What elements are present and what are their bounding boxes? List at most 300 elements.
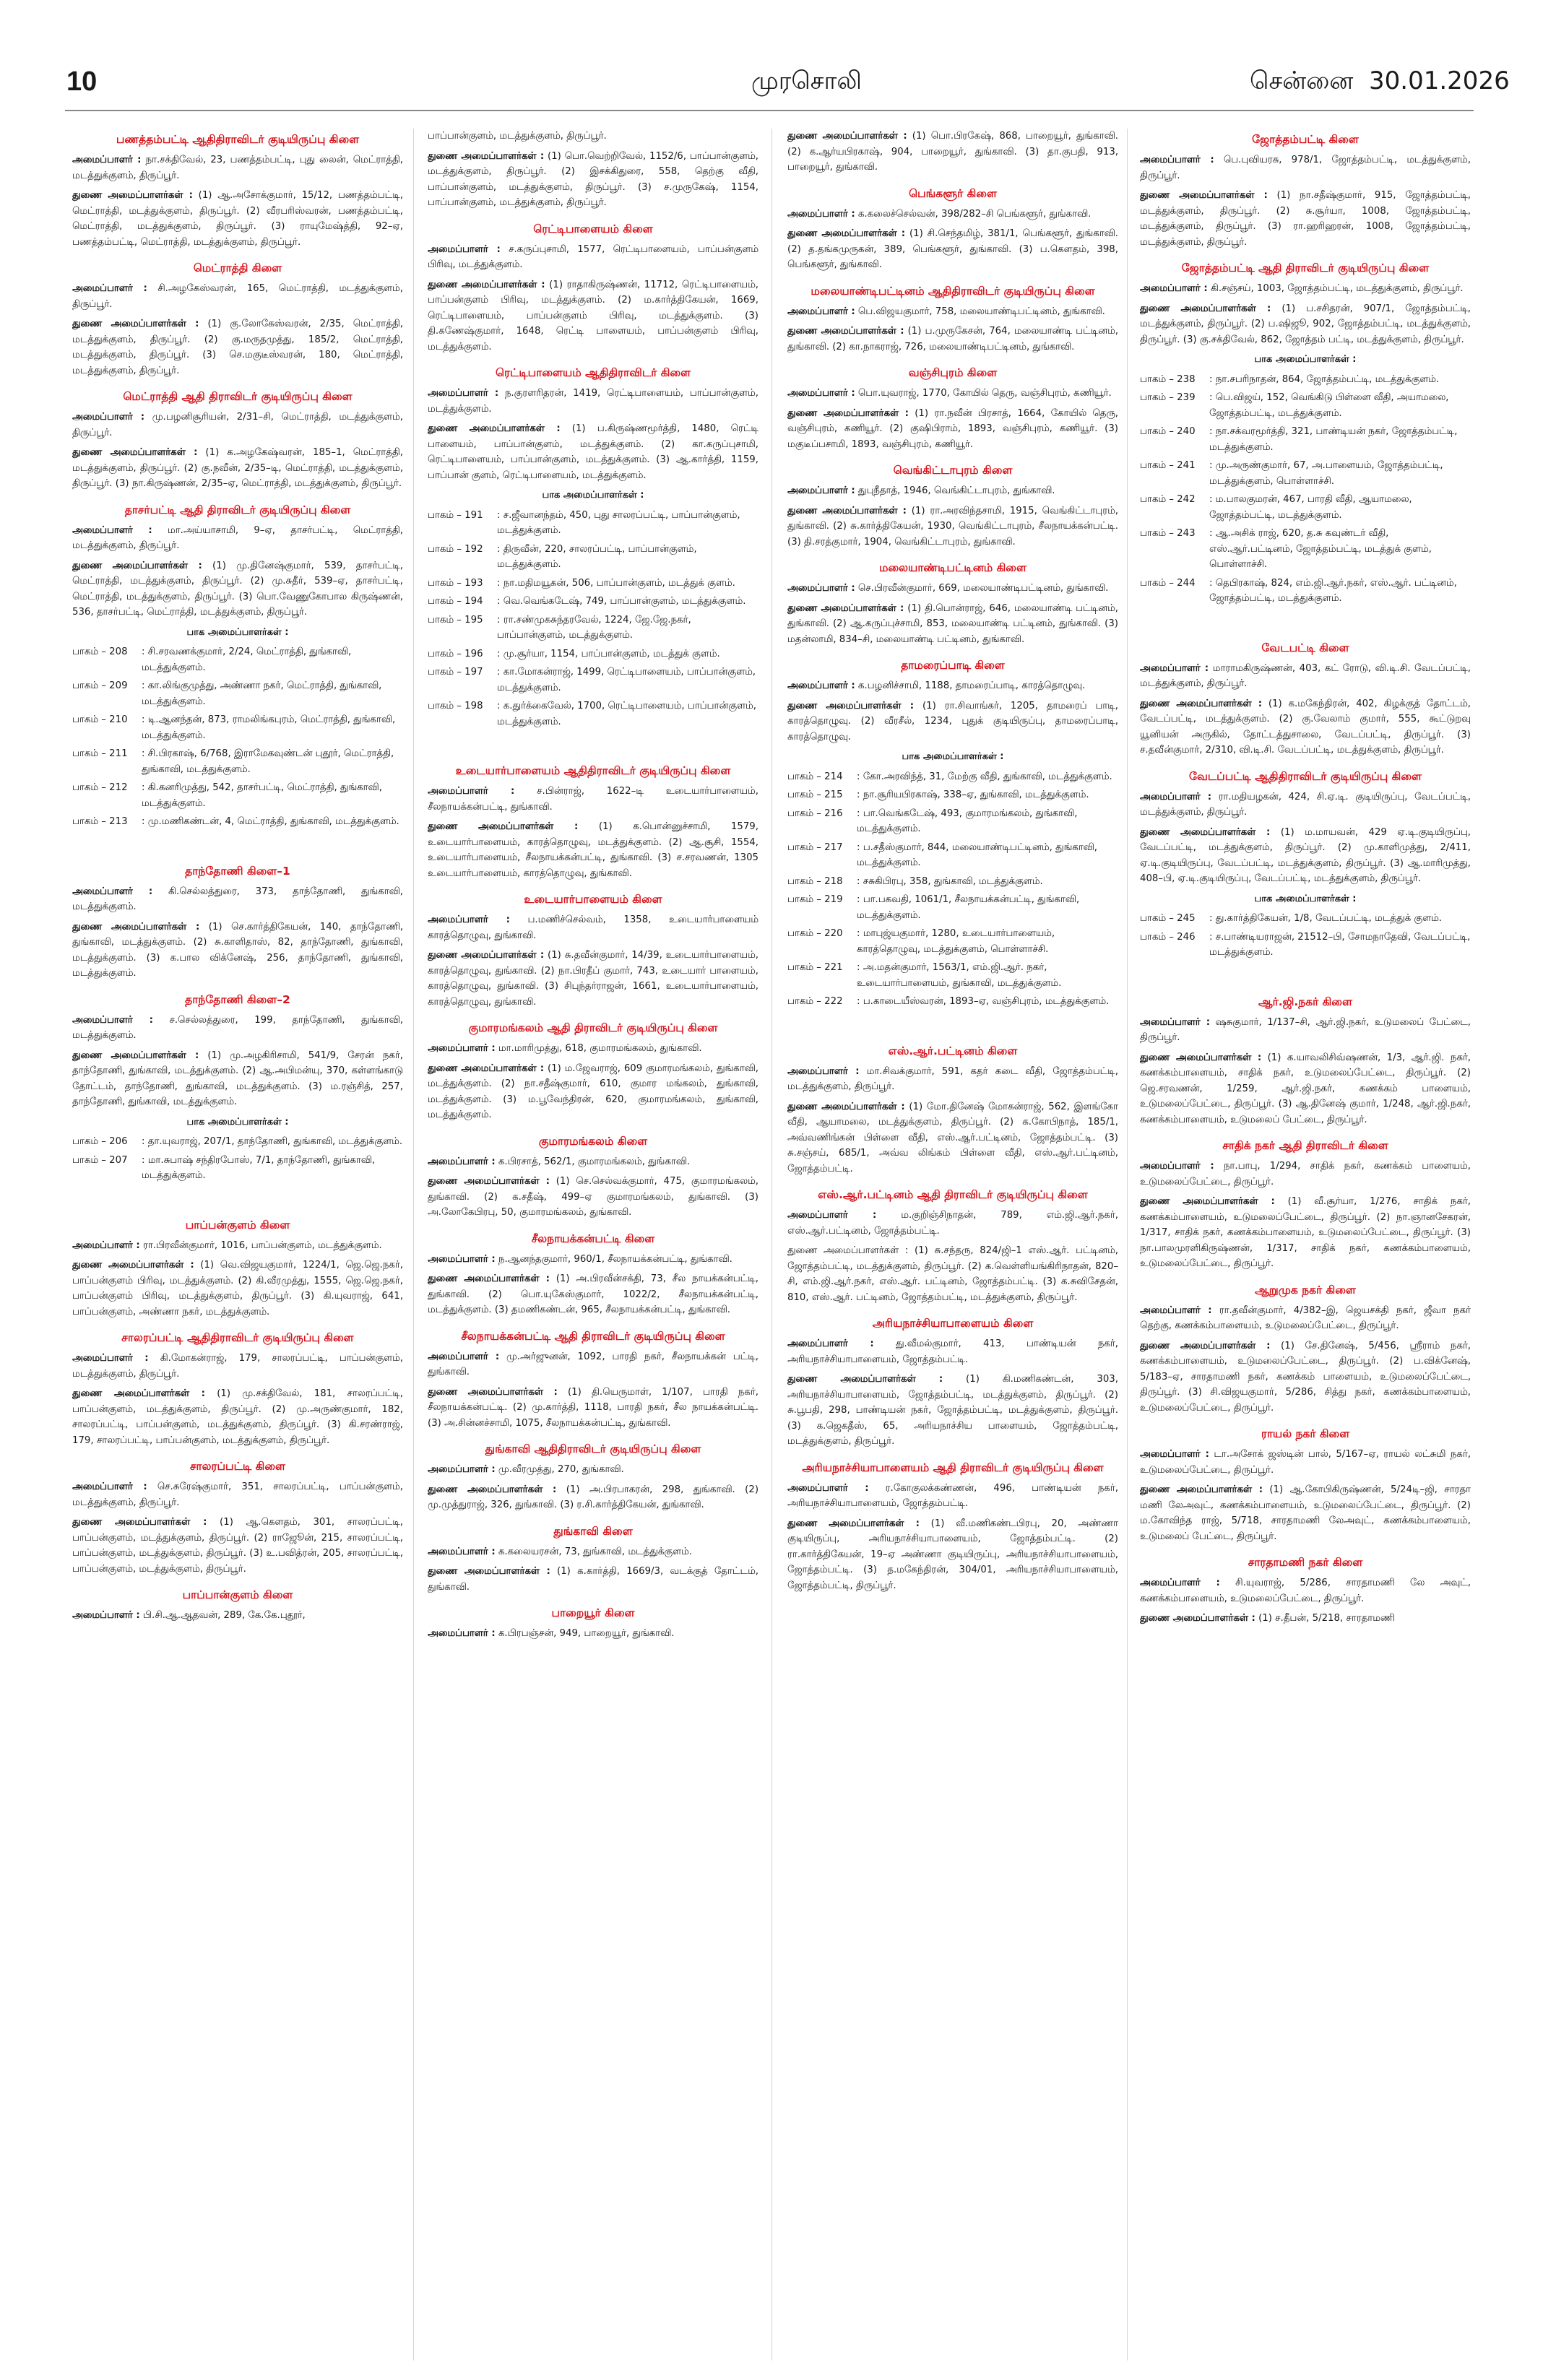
- booth-row: [72, 644, 403, 675]
- branch-heading: துங்காவி கிளை: [553, 1524, 633, 1538]
- branch-section: [72, 1587, 403, 1624]
- booth-number: பாகம் – 209: [72, 680, 128, 691]
- appointee-details: (1) வெ.விஜயகுமார், 1224/1, ஜெ.ஜெ.நகர், பாப்பன்குளம் பிரிவு, மடத்துக்குளம். (2) கி.வீரமுத்து, 1555, ஜெ.ஜெ.நகர், பாப்பன்குளம் பிரிவு, மடத்துக்குளம், திருப்பூர். (3) கி.யுவராஜ், 641, பாப்பன்குளம், அண்ணா நகர், மடத்துக்குளம்.: [72, 1260, 403, 1317]
- booth-number: பாகம் – 243: [1140, 528, 1196, 539]
- role-label: துணை அமைப்பாளர்கள் :: [428, 1273, 550, 1284]
- booth-organiser: : ப.சதீஸ்குமார், 844, மலையாண்டிபட்டினம், துங்காவி, மடத்துக்குளம்.: [857, 841, 1098, 868]
- booth-organiser: : நா.சபரிநாதன், 864, ஜோத்தம்பட்டி, மடத்துக்குளம்.: [1209, 373, 1440, 385]
- role-label: துணை அமைப்பாளர்கள் :: [787, 700, 915, 711]
- booth-organiser: : ம.பாலகுமரன், 467, பாரதி வீதி, ஆயாமலை, ஜோத்தம்பட்டி, மடத்துக்குளம்.: [1209, 494, 1412, 521]
- booth-number: பாகம் – 219: [787, 894, 843, 905]
- newspaper-name: முரசொலி: [751, 66, 862, 95]
- appointment-paragraph: [1140, 1194, 1471, 1272]
- appointee-details: ரா.மதியழகன், 424, சி.ஏ.டி. குடியிருப்பு, வேடப்பட்டி, மடத்துக்குளம், திருப்பூர்.: [1140, 791, 1471, 818]
- role-label: துணை அமைப்பாளர்கள் :: [787, 131, 907, 142]
- appointee-details: ரா.பிரவீன்குமார், 1016, பாப்பன்குளம், மடத்துக்குளம்.: [139, 1239, 382, 1251]
- booth-organiser: : நா.சூரியபிரகாஷ், 338–ஏ, துங்காவி, மடத்துக்குளம்.: [857, 789, 1089, 800]
- branch-heading: அரியநாச்சியாபாளையம் ஆதி திராவிடர் குடியிருப்பு கிளை: [802, 1461, 1104, 1474]
- booth-number: பாகம் – 213: [72, 816, 128, 827]
- appointee-details: கி.சஞ்சய், 1003, ஜோத்தம்பட்டி, மடத்துக்குளம், திருப்பூர்.: [1207, 283, 1464, 294]
- section-spacer: [1140, 617, 1471, 637]
- column-2: [428, 129, 758, 2375]
- branch-section: [72, 1194, 403, 1320]
- branch-heading: பாப்பான்குளம் கிளை: [182, 1588, 293, 1601]
- appointee-details: மா.மாரிமுத்து, 618, குமாரமங்கலம், துங்காவி.: [495, 1043, 702, 1054]
- booth-number: பாகம் – 246: [1140, 931, 1196, 943]
- role-label: அமைப்பாளர் :: [787, 485, 855, 496]
- booth-number: பாகம் – 193: [428, 577, 483, 589]
- branch-heading: ஆர்.ஜி.நகர் கிளை: [1258, 995, 1352, 1008]
- appointment-paragraph: [787, 304, 1118, 320]
- booth-row: [72, 678, 403, 709]
- appointment-paragraph: [787, 503, 1118, 550]
- booth-number: பாகம் – 244: [1140, 577, 1196, 589]
- role-label: துணை அமைப்பாளர்கள் :: [1140, 190, 1268, 201]
- role-label: அமைப்பாளர் :: [428, 243, 501, 255]
- appointee-details: பாப்பான்குளம், மடத்துக்குளம், திருப்பூர்.: [428, 131, 607, 142]
- appointment-paragraph: [787, 1243, 1118, 1305]
- role-label: அமைப்பாளர் :: [72, 1014, 153, 1026]
- masthead: [0, 0, 1543, 108]
- booth-number: பாகம் – 198: [428, 701, 483, 711]
- appointee-details: டா.அசோக் ஜஸ்டின் பால், 5/167–ஏ, ராயல் லட்சுமி நகர், உடுமலைப்பேட்டை, திருப்பூர்.: [1140, 1449, 1471, 1476]
- appointment-paragraph: [428, 1626, 758, 1642]
- booth-number: பாகம் – 194: [428, 596, 483, 607]
- branch-heading: வஞ்சிபுரம் கிளை: [908, 366, 998, 379]
- branch-heading: பாப்பன்குளம் கிளை: [185, 1218, 290, 1232]
- page-number: 10: [66, 66, 98, 97]
- dateline: [1250, 66, 1510, 98]
- appointee-details: செ.பிரவீன்குமார், 669, மலையாண்டிபட்டினம், துங்காவி.: [855, 583, 1109, 594]
- role-label: அமைப்பாளர் :: [787, 1210, 877, 1221]
- booth-row: [787, 769, 1118, 785]
- branch-section: [72, 131, 403, 250]
- branch-section: [1140, 769, 1471, 961]
- appointment-paragraph: [428, 948, 758, 1010]
- booth-organiser: : சி.சரவணக்குமார், 2/24, மெட்ராத்தி, துங்காவி, மடத்துக்குளம்.: [142, 646, 352, 673]
- section-spacer: [1140, 971, 1471, 991]
- branch-heading: தாந்தோணி கிளை–1: [185, 864, 290, 878]
- booth-number: பாகம் – 240: [1140, 426, 1196, 437]
- appointee-details: (1) சி.செந்தமிழ், 381/1, பெங்களூர், துங்காவி. (2) த.தங்கமுருகன், 389, பெங்களூர், துங்காவி. (3) ப.கௌதம், 398, பெங்களூர், துங்காவி.: [787, 228, 1118, 270]
- branch-section: [428, 740, 758, 881]
- role-label: அமைப்பாளர் :: [1140, 1304, 1212, 1316]
- branch-section: [72, 260, 403, 378]
- role-label: அமைப்பாளர் :: [787, 388, 855, 399]
- header-rule: [65, 110, 1474, 111]
- appointee-details: (1) செ.கார்த்திகேயன், 140, தாந்தோணி, துங்காவி, மடத்துக்குளம். (2) சு.காளிதாஸ், 82, தாந்தோணி, துங்காவி, மடத்துக்குளம். (3) க.பால விக்னேஷ், 256, தாந்தோணி, துங்காவி, மடத்துக்குளம்.: [72, 921, 403, 979]
- appointment-paragraph: [787, 483, 1118, 499]
- appointment-paragraph: [787, 581, 1118, 597]
- appointment-paragraph: [428, 149, 758, 211]
- appointee-details: சி.அழகேஸ்வரன், 165, மெட்ராத்தி, மடத்துக்குளம், திருப்பூர்.: [72, 283, 403, 310]
- appointee-details: (1) ராதாகிருஷ்ணன், 11712, ரெட்டிபாளையம், பாப்பன்குளம் பிரிவு, மடத்துக்குளம். (2) ம.கார்த்திகேயன், 1669, ரெட்டிபாளையம், பாப்பன்குளம் பிரிவு, மடத்துக்குளம். (3) தி.கணேஷ்குமார், 1648, ரெட்டி பாளையம், பாப்பன்குளம் பிரிவு, மடத்துக்குளம்.: [428, 279, 758, 352]
- booth-row: [787, 787, 1118, 803]
- role-label: துணை அமைப்பாளர்கள் :: [1140, 1340, 1271, 1351]
- booth-organiser: : மு.மணிகண்டன், 4, மெட்ராத்தி, துங்காவி, மடத்துக்குளம்.: [142, 816, 399, 827]
- role-label: துணை அமைப்பாளர்கள் :: [72, 921, 200, 932]
- booth-organiser: : பெ.விஜய், 152, வெங்கிடு பிள்ளை வீதி, அயாமலை, ஜோத்தம்பட்டி, மடத்துக்குளம்.: [1209, 392, 1449, 419]
- role-label: துணை அமைப்பாளர்கள் :: [787, 1374, 943, 1385]
- branch-heading: எஸ்.ஆர்.பட்டினம் ஆதி திராவிடர் குடியிருப்பு கிளை: [818, 1188, 1088, 1201]
- branch-section: [72, 389, 403, 492]
- appointee-details: (1) தி.பொன்ராஜ், 646, மலையாண்டி பட்டினம், துங்காவி. (2) ஆ.கருப்புச்சாமி, 853, மலையாண்டி பட்டினம், துங்காவி. (3) மதன்லாமி, 834–சி, மலையாண்டி பட்டினம், துங்காவி.: [787, 602, 1118, 645]
- appointment-paragraph: [72, 1515, 403, 1577]
- branch-heading: ரெட்டிபாளையம் ஆதிதிராவிடர் கிளை: [495, 366, 691, 379]
- appointment-paragraph: [72, 188, 403, 250]
- booth-organiser: : சசுகிபிரபு, 358, துங்காவி, மடத்துக்குளம்.: [857, 875, 1043, 887]
- appointee-details: க.பிரபஞ்சன், 949, பாறையூர், துங்காவி.: [495, 1628, 675, 1639]
- appointee-details: (1) கி.மணிகண்டன், 303, அரியநாச்சியாபாளையம், ஜோத்தம்பட்டி, மடத்துக்குளம், திருப்பூர். (2) சு.பூபதி, 298, பாண்டியன் நகர், ஜோத்தம்பட்டி, மடத்துக்குளம், திருப்பூர். (3) க.ஜெகதீஸ், 65, அரியநாச்சிய பாளையம், ஜோத்தம்பட்டி, மடத்துக்குளம், திருப்பூர்.: [787, 1374, 1118, 1447]
- appointment-paragraph: [787, 324, 1118, 355]
- branch-section: [787, 1187, 1118, 1305]
- branch-section: [428, 1231, 758, 1318]
- role-label: அமைப்பாளர் :: [428, 1351, 500, 1362]
- booth-row: [428, 698, 758, 730]
- appointment-paragraph: [787, 386, 1118, 402]
- appointment-paragraph: [787, 207, 1118, 222]
- appointee-details: (1) மோ.தினேஷ் மோகன்ராஜ், 562, இளங்கோ வீதி, ஆயாமலை, மடத்துக்குளம், திருப்பூர். (2) க.கோபிநாத், 185/1, அவ்வணிங்கன் பிள்ளை வீதி, எஸ்.ஆர்.பட்டினம், ஜோத்தம்பட்டி. (3) சு.சஞ்சய், 685/1, அவ்வ லிங்கம் பிள்ளை வீதி, எஸ்.ஆர்.பட்டினம், ஜோத்தம்பட்டி.: [787, 1101, 1118, 1174]
- appointee-details: நா.பாபு, 1/294, சாதிக் நகர், கணக்கம் பாளையம், உடுமலைப்பேட்டை, திருப்பூர்.: [1140, 1161, 1471, 1187]
- appointee-details: (1) க.யாவலிசிவ்ஷணன், 1/3, ஆர்.ஜி. நகர், கணக்கம்பாளையம், சாதிக் நகர், உடுமலைப்பேட்டை, திருப்பூர். (2) ஜெ.சரவணன், 1/259, ஆர்.ஜி.நகர், கணக்கம் பாளையம், உடுமலைப்பேட்டை, திருப்பூர். (3) ஆ.தினேஷ் குமார், 1/248, ஆர்.ஜி.நகர், கணக்கம்பாளையம், உடுமலைப் பேட்டை, திருப்பூர்.: [1140, 1052, 1471, 1125]
- branch-heading: குமாரமங்கலம் கிளை: [538, 1134, 648, 1148]
- role-label: துணை அமைப்பாளர்கள் :: [787, 1518, 920, 1529]
- role-label: துணை அமைப்பாளர்கள் :: [72, 1260, 194, 1271]
- role-label: அமைப்பாளர் :: [428, 786, 515, 797]
- appointee-details: (1) ப.கிருஷ்ணமூர்த்தி, 1480, ரெட்டி பாளையம், பாப்பான்குளம், மடத்துக்குளம். (2) கா.கருப்புசாமி, ரெட்டிபாளையம், பாப்பான்குளம், மடத்துக்குளம். (3) ஆ.கார்த்தி, 1159, பாப்பான் குளம், ரெட்டிபாளையம், மடத்துக்குளம்.: [428, 423, 758, 481]
- booth-organiser: : அ.மதன்குமார், 1563/1, எம்.ஜி.ஆர். நகர், உடையார்பாளையம், துங்காவி, மடத்துக்குளம்.: [857, 962, 1062, 989]
- role-label: அமைப்பாளர் :: [1140, 1449, 1209, 1460]
- role-label: அமைப்பாளர் :: [787, 1482, 869, 1494]
- booth-number: பாகம் – 242: [1140, 494, 1196, 505]
- booth-row: [72, 1153, 403, 1184]
- booth-row: [72, 1134, 403, 1150]
- role-label: அமைப்பாளர் :: [1140, 1016, 1211, 1028]
- booth-organiser: : சி.பிரகாஷ், 6/768, இராமேகவுண்டன் புதூர், மெட்ராத்தி, துங்காவி, மடத்துக்குளம்.: [142, 748, 394, 775]
- booth-row: [72, 712, 403, 743]
- booth-row: [1140, 458, 1471, 489]
- appointee-details: க.கலைச்செல்வன், 398/282–சி பெங்களூர், துங்காவி.: [855, 208, 1092, 220]
- appointment-paragraph: [428, 129, 758, 144]
- appointment-paragraph: [787, 1516, 1118, 1594]
- appointment-paragraph: [428, 1041, 758, 1057]
- role-label: துணை அமைப்பாளர்கள் :: [787, 1101, 905, 1112]
- appointment-paragraph: [1140, 1575, 1471, 1606]
- appointee-details: ச.கருப்புசாமி, 1577, ரெட்டிபாளையம், பாப்பன்குளம் பிரிவு, மடத்துக்குளம்.: [428, 243, 758, 270]
- role-label: துணை அமைப்பாளர்கள் :: [428, 950, 545, 961]
- branch-section: [72, 1458, 403, 1577]
- role-label: அமைப்பாளர் :: [428, 914, 510, 925]
- branch-section: [428, 1605, 758, 1642]
- booth-number: பாகம் – 241: [1140, 460, 1196, 471]
- role-label: அமைப்பாளர் :: [1140, 283, 1208, 294]
- role-label: அமைப்பாளர் :: [428, 1546, 496, 1557]
- branch-section: [428, 365, 758, 730]
- booth-number: பாகம் – 207: [72, 1154, 128, 1166]
- appointment-paragraph: [428, 819, 758, 881]
- appointee-details: (1) நா.சதீஷ்குமார், 915, ஜோத்தம்பட்டி, மடத்துக்குளம், திருப்பூர். (2) சு.சூர்யா, 1008, ஜோத்தம்பட்டி, மடத்துக்குளம், திருப்பூர். (3) ரா.ஹரிஹரன், 1008, ஜோத்தம்பட்டி, மடத்துக்குளம், திருப்பூர்.: [1140, 190, 1471, 248]
- booth-row: [1140, 911, 1471, 927]
- branch-section: [428, 1020, 758, 1123]
- booth-row: [1140, 930, 1471, 961]
- branch-heading: வேடபட்டி கிளை: [1261, 641, 1349, 654]
- role-label: அமைப்பாளர் :: [787, 680, 855, 691]
- branch-section: [787, 560, 1118, 647]
- booth-number: பாகம் – 222: [787, 996, 843, 1007]
- branch-section: [1140, 260, 1471, 607]
- appointment-paragraph: [72, 1608, 403, 1624]
- appointee-details: ஷசுகுமார், 1/137–சி, ஆர்.ஜி.நகர், உடுமலைப் பேட்டை, திருப்பூர்.: [1140, 1016, 1471, 1043]
- booth-organiser: : ரா.சண்முகசுந்தரவேல், 1224, ஜே.ஜே.நகர், பாப்பான்குளம், மடத்துக்குளம்.: [497, 614, 691, 641]
- booth-organisers-heading: பாக அமைப்பாளர்கள் :: [1254, 893, 1357, 904]
- booth-organiser: : மா.சுபாஷ் சந்திரபோஸ், 7/1, தாந்தோணி, துங்காவி, மடத்துக்குளம்.: [142, 1154, 376, 1181]
- branch-heading: அரியநாச்சியாபாளையம் கிளை: [872, 1317, 1034, 1330]
- booth-organiser: : ச.பாண்டியராஜன், 21512–பி, சோமநாதேவி, வேடப்பட்டி, மடத்துக்குளம்.: [1209, 931, 1471, 958]
- booth-number: பாகம் – 210: [72, 714, 128, 725]
- role-label: அமைப்பாளர் :: [428, 1156, 496, 1167]
- role-label: துணை அமைப்பாளர்கள் :: [1140, 1196, 1275, 1207]
- role-label: அமைப்பாளர் :: [1140, 1578, 1220, 1588]
- booth-row: [787, 960, 1118, 991]
- appointment-paragraph: [428, 1061, 758, 1123]
- booth-organiser: : து.கார்த்திகேயன், 1/8, வேடப்பட்டி, மடத்துக் குளம்.: [1209, 913, 1442, 924]
- role-label: துணை அமைப்பாளர்கள் :: [787, 407, 909, 419]
- appointment-paragraph: [72, 919, 403, 982]
- role-label: துணை அமைப்பாளர்கள் :: [1140, 698, 1263, 709]
- appointee-details: (1) ஆ.கௌதம், 301, சாலரப்பட்டி, பாப்பன்குளம், மடத்துக்குளம், திருப்பூர். (2) ராஜூேன், 215, சாலரப்பட்டி, பாப்பன்குளம், மடத்துக்குளம், திருப்பூர். (3) உ.பவித்ரன், 205, சாலரப்பட்டி, பாப்பன்குளம், மடத்துக்குளம், திருப்பூர்.: [72, 1517, 403, 1575]
- role-label: துணை அமைப்பாளர்கள் :: [787, 505, 907, 516]
- appointee-details: ப.மணிச்செல்வம், 1358, உடையார்பாளையம் காரத்தொழுவு, துங்காவி.: [428, 914, 758, 941]
- appointment-paragraph: [1140, 1050, 1471, 1128]
- booth-organiser: : கா.லிங்குமுத்து, அண்ணா நகர், மெட்ராத்தி, துங்காவி, மடத்துக்குளம்.: [142, 680, 382, 707]
- branch-section: [787, 1020, 1118, 1177]
- appointee-details: க.பிரசாத், 562/1, குமாரமங்கலம், துங்காவி.: [495, 1156, 691, 1167]
- branch-section: [428, 1328, 758, 1432]
- appointee-details: ந.ஆனந்தகுமார், 960/1, சீலநாயக்கன்பட்டி, துங்காவி.: [495, 1253, 732, 1265]
- appointee-details: க.கலையரசன், 73, துங்காவி, மடத்துக்குளம்.: [495, 1546, 692, 1557]
- role-label: அமைப்பாளர் :: [787, 583, 855, 594]
- section-spacer: [72, 840, 403, 860]
- appointment-paragraph: [1140, 188, 1471, 250]
- appointee-details: சி.யுவராஜ், 5/286, சாரதாமணி லே அவுட், கணக்கம்பாளையம், உடுமலைப்பேட்டை, திருப்பூர்.: [1140, 1578, 1471, 1604]
- appointment-paragraph: [1140, 696, 1471, 758]
- branch-heading: சாதிக் நகர் ஆதி திராவிடர் கிளை: [1222, 1139, 1388, 1152]
- appointment-paragraph: [787, 1064, 1118, 1095]
- booth-row: [1140, 492, 1471, 523]
- booth-organiser: : நா.மதிமயூகன், 506, பாப்பான்குளம், மடத்துக் குளம்.: [497, 577, 735, 589]
- appointee-details: து.வீமல்குமார், 413, பாண்டியன் நகர், அரியநாச்சியாபாளையம், ஜோத்தம்பட்டி.: [787, 1338, 1118, 1365]
- branch-heading: சாரதாமணி நகர் கிளை: [1248, 1556, 1363, 1569]
- booth-row: [72, 780, 403, 811]
- appointment-paragraph: [72, 1258, 403, 1320]
- appointment-paragraph: [428, 1271, 758, 1318]
- role-label: துணை அமைப்பாளர்கள் :: [787, 326, 904, 337]
- appointment-paragraph: [428, 1462, 758, 1478]
- appointment-paragraph: [428, 1385, 758, 1432]
- role-label: துணை அமைப்பாளர்கள் :: [428, 1484, 557, 1495]
- branch-heading: ராயல் நகர் கிளை: [1261, 1427, 1350, 1440]
- appointment-paragraph: [72, 281, 403, 312]
- appointee-details: (1) மு.சக்திவேல், 181, சாலரப்பட்டி, பாப்பன்குளம், மடத்துக்குளம், திருப்பூர். (2) மு.அருண்குமார், 182, சாலரப்பட்டி, பாப்பன்குளம், மடத்துக்குளம், திருப்பூர். (3) கி.சரண்ராஜ், 179, சாலரப்பட்டி, பாப்பன்குளம், மடத்துக்குளம், திருப்பூர்.: [72, 1388, 403, 1446]
- booth-row: [787, 840, 1118, 871]
- booth-row: [787, 874, 1118, 890]
- booth-organisers-heading: பாக அமைப்பாளர்கள் :: [1254, 354, 1357, 365]
- role-label: அமைப்பாளர் :: [428, 1628, 496, 1639]
- column-1: [72, 129, 403, 2375]
- role-label: துணை அமைப்பாளர்கள் :: [428, 1063, 545, 1074]
- appointment-paragraph: [428, 912, 758, 943]
- booth-number: பாகம் – 214: [787, 771, 843, 782]
- booth-organiser: : க.துர்க்கைவேல், 1700, ரெட்டிபாளையம், பாப்பான்குளம், மடத்துக்குளம்.: [497, 701, 756, 727]
- role-label: அமைப்பாளர் :: [1140, 155, 1214, 165]
- appointee-details: (1) அ.பிரவீன்சக்தி, 73, சீல நாயக்கன்பட்டி, துங்காவி. (2) பொ.யுகேஸ்குமார், 1022/2, சீலநாயக்கன்பட்டி, மடத்துக்குளம். (3) தமணிகண்டன், 965, சீலநாயக்கன்பட்டி, துங்காவி.: [428, 1273, 758, 1315]
- role-label: துணை அமைப்பாளர்கள் :: [1140, 826, 1271, 838]
- appointee-details: பெ.புவியரசு, 978/1, ஜோத்தம்பட்டி, மடத்துக்குளம், திருப்பூர்.: [1140, 155, 1471, 181]
- booth-number: பாகம் – 238: [1140, 373, 1196, 385]
- appointee-details: (1) செ.செல்வக்குமார், 475, குமாரமங்கலம், துங்காவி. (2) க.சதீஷ், 499–ஏ குமாரமங்கலம், துங்காவி. (3) அ.லோகேபிரபு, 50, குமாரமங்கலம், துங்காவி.: [428, 1176, 758, 1218]
- role-label: அமைப்பாளர் :: [72, 412, 145, 423]
- appointee-details: (1) பொ.வெற்றிவேல், 1152/6, பாப்பான்குளம், மடத்துக்குளம், திருப்பூர். (2) இசக்கிதுரை, 558, தெற்கு வீதி, பாப்பான்குளம், மடத்துக்குளம், திருப்பூர். (3) ச.முருகேஷ், 1154, பாப்பான்குளம், மடத்துக்குளம், திருப்பூர்.: [428, 150, 758, 208]
- role-label: துணை அமைப்பாளர்கள் :: [72, 319, 199, 329]
- branch-section: [787, 1315, 1118, 1450]
- booth-organiser: : திருவீன், 220, சாலரப்பட்டி, பாப்பான்குளம், மடத்துக்குளம்.: [497, 543, 697, 570]
- appointee-details: (1) சு.தவீன்குமார், 14/39, உடையார்பாளையம், காரத்தொழுவு, துங்காவி. (2) நா.பிரதீப் குமார், 743, உடையார் பாளையம், காரத்தொழுவு, துங்காவி. (3) சிபுந்தர்ராஜன், 1661, உடையார்பாளையம், காரத்தொழுவு, துங்காவி.: [428, 950, 758, 1008]
- section-spacer: [428, 740, 758, 760]
- appointee-details: கி.மோகன்ராஜ், 179, சாலரப்பட்டி, பாப்பன்குளம், மடத்துக்குளம், திருப்பூர்.: [72, 1353, 403, 1380]
- role-label: அமைப்பாளர் :: [787, 1065, 860, 1077]
- appointee-details: (1) க.கார்த்தி, 1669/3, வடக்குத் தோட்டம், துங்காவி.: [428, 1566, 758, 1593]
- appointment-paragraph: [428, 1482, 758, 1513]
- booth-row: [787, 892, 1118, 923]
- booth-organiser: : நா.சக்வரமூர்த்தி, 321, பாண்டியன் நகர், ஜோத்தம்பட்டி, மடத்துக்குளம்.: [1209, 426, 1458, 453]
- booth-number: பாகம் – 196: [428, 648, 483, 659]
- booth-number: பாகம் – 211: [72, 748, 128, 759]
- branch-heading: உடையார்பாளையம் கிளை: [524, 893, 662, 906]
- branch-section: [428, 129, 758, 211]
- appointment-paragraph: [787, 698, 1118, 745]
- booth-row: [1140, 372, 1471, 388]
- branch-heading: மெட்ராத்தி கிளை: [193, 261, 282, 274]
- booth-number: பாகம் – 215: [787, 789, 843, 800]
- role-label: துணை அமைப்பாளர்கள் :: [72, 1388, 205, 1399]
- branch-section: [1140, 1426, 1471, 1544]
- appointment-paragraph: [1140, 1611, 1471, 1627]
- branch-section: [428, 1523, 758, 1596]
- branch-heading: ரெட்டிபாளையம் கிளை: [533, 222, 653, 235]
- booth-row: [428, 594, 758, 610]
- role-label: அமைப்பாளர் :: [1140, 791, 1212, 802]
- booth-number: பாகம் – 212: [72, 782, 128, 793]
- booth-row: [1140, 424, 1471, 455]
- branch-heading: சாலரப்பட்டி கிளை: [189, 1460, 286, 1473]
- role-label: துணை அமைப்பாளர்கள் :: [428, 1386, 558, 1398]
- appointment-paragraph: [428, 1154, 758, 1170]
- branch-heading: குமாரமங்கலம் ஆதி திராவிடர் குடியிருப்பு கிளை: [468, 1021, 718, 1034]
- appointment-paragraph: [1140, 152, 1471, 183]
- booth-row: [72, 814, 403, 830]
- booth-row: [1140, 576, 1471, 607]
- booth-number: பாகம் – 208: [72, 646, 128, 657]
- booth-row: [787, 994, 1118, 1010]
- appointee-details: (1) ரா.அரவிந்தசாமி, 1915, வெங்கிட்டாபுரம், துங்காவி. (2) சு.கார்த்திகேயன், 1930, வெங்கிட்டாபுரம், சீலநாயக்கன்பட்டி. (3) தி.சரத்குமார், 1904, வெங்கிட்டாபுரம், துங்காவி.: [787, 505, 1118, 548]
- role-label: அமைப்பாளர் :: [72, 1239, 140, 1251]
- branch-section: [72, 1330, 403, 1448]
- booth-number: பாகம் – 195: [428, 614, 483, 626]
- appointment-paragraph: [72, 1013, 403, 1044]
- appointee-details: செ.சுரேஷ்குமார், 351, சாலரப்பட்டி, பாப்பன்குளம், மடத்துக்குளம், திருப்பூர்.: [72, 1481, 403, 1508]
- booth-number: பாகம் – 197: [428, 667, 483, 678]
- role-label: துணை அமைப்பாளர்கள் :: [428, 1176, 550, 1187]
- appointee-details: (1) சே.தினேஷ், 5/456, ஸ்ரீராம் நகர், கணக்கம்பாளையம், உடுமலைப்பேட்டை, திருப்பூர். (2) ப.விக்னேஷ், 5/183–ஏ, சாரதாமணி நகர், கணக்கம் பாளையம், உடுமலைப்பேட்டை, திருப்பூர். (3) சி.விஜயகுமார், 5/286, சித்து நகர், கணக்கம்பாளையம், உடுமலைப்பேட்டை, திருப்பூர்.: [1140, 1340, 1471, 1414]
- appointment-paragraph: [787, 129, 1118, 176]
- appointee-details: ம.குறிஞ்சிநாதன், 789, எம்.ஜி.ஆர்.நகர், எஸ்.ஆர்.பட்டினம், ஜோத்தம்பட்டி.: [787, 1210, 1118, 1237]
- appointment-paragraph: [72, 1386, 403, 1448]
- appointment-paragraph: [1140, 789, 1471, 821]
- appointment-paragraph: [1140, 825, 1471, 887]
- branch-heading: எஸ்.ஆர்.பட்டினம் கிளை: [888, 1044, 1018, 1057]
- appointment-paragraph: [428, 1174, 758, 1221]
- branch-heading: பெங்களூர் கிளை: [909, 186, 997, 200]
- booth-organiser: : மு.அருண்குமார், 67, அ.பாளையம், ஜோத்தம்பட்டி, மடத்துக்குளம், பொள்ளாச்சி.: [1209, 460, 1443, 487]
- role-label: அமைப்பாளர் :: [1140, 1161, 1214, 1172]
- booth-organiser: : தா.யுவராஜ், 207/1, தாந்தோணி, துங்காவி, மடத்துக்குளம்.: [142, 1136, 403, 1147]
- appointment-paragraph: [428, 1252, 758, 1268]
- role-label: துணை அமைப்பாளர்கள் :: [787, 602, 904, 614]
- branch-heading: பாறையூர் கிளை: [551, 1606, 635, 1619]
- role-label: துணை அமைப்பாளர்கள் :: [72, 560, 202, 571]
- branch-section: [428, 891, 758, 1010]
- appointment-paragraph: [72, 558, 403, 620]
- appointment-paragraph: [428, 784, 758, 815]
- appointee-details: ச.பின்ராஜ், 1622–டி உடையார்பாளையம், சீலநாயக்கன்பட்டி, துங்காவி.: [428, 786, 758, 813]
- booth-row: [428, 576, 758, 592]
- appointment-paragraph: [787, 678, 1118, 694]
- appointment-paragraph: [72, 523, 403, 554]
- role-label: துணை அமைப்பாளர்கள் :: [72, 1050, 199, 1061]
- role-label: துணை அமைப்பாளர்கள் :: [1140, 303, 1271, 314]
- appointment-paragraph: [72, 152, 403, 183]
- appointment-paragraph: [787, 406, 1118, 453]
- appointee-details: மு.அர்ஜுனன், 1092, பாரதி நகர், சீலநாயக்கன் பட்டி, துங்காவி.: [428, 1351, 758, 1377]
- booth-organiser: : தெபிரகாஷ், 824, எம்.ஜி.ஆர்.நகர், எஸ்.ஆர். பட்டினம், ஜோத்தம்பட்டி, மடத்துக்குளம்.: [1209, 577, 1457, 604]
- appointment-paragraph: [1140, 1338, 1471, 1416]
- role-label: துணை அமைப்பாளர்கள் :: [1140, 1613, 1255, 1624]
- appointment-paragraph: [72, 1238, 403, 1254]
- appointment-paragraph: [787, 601, 1118, 648]
- booth-number: பாகம் – 217: [787, 841, 843, 853]
- appointment-paragraph: [72, 1479, 403, 1510]
- booth-organiser: : டி.ஆனந்தன், 873, ராமலிங்கபுரம், மெட்ராத்தி, துங்காவி, மடத்துக்குளம்.: [142, 714, 396, 741]
- appointee-details: மா.அய்யாசாமி, 9–ஏ, தாசர்பட்டி, மெட்ராத்தி, மடத்துக்குளம், திருப்பூர்.: [72, 524, 403, 551]
- role-label: அமைப்பாளர் :: [787, 306, 855, 317]
- branch-heading: தாமரைப்பாடி கிளை: [901, 659, 1005, 672]
- appointment-paragraph: [428, 1349, 758, 1380]
- appointee-details: (1) வீ.சூர்யா, 1/276, சாதிக் நகர், கணக்கம்பாளையம், உடுமலைப்பேட்டை, திருப்பூர். (2) நா.ஞானசேகரன், 1/317, சாதிக் நகர், கணக்கம்பாளையம், உடுமலைப்பேட்டை, திருப்பூர். (3) நா.பாலமுரளிகிருஷ்ணன், 1/317, சாதிக் நகர், கணக்கம்பாளையம், உடுமலைப்பேட்டை, திருப்பூர்.: [1140, 1196, 1471, 1269]
- role-label: துணை அமைப்பாளர்கள் :: [787, 228, 906, 239]
- booth-organiser: : கா.மோகன்ராஜ், 1499, ரெட்டிபாளையம், பாப்பான்குளம், மடத்துக்குளம்.: [497, 667, 756, 693]
- branch-section: [72, 992, 403, 1184]
- branch-heading: பணத்தம்பட்டி ஆதிதிராவிடர் குடியிருப்பு கிளை: [116, 133, 360, 146]
- appointee-details: (1) தி.யெருமாள், 1/107, பாரதி நகர், சீலநாயக்கன்பட்டி. (2) மு.கார்த்தி, 1118, பாரதி நகர், சீல நாயக்கன்பட்டி. (3) அ.சின்னச்சாமி, 1075, சீலநாயக்கன்பட்டி, துங்காவி.: [428, 1386, 758, 1429]
- booth-row: [72, 746, 403, 777]
- branch-heading: உடையார்பாளையம் ஆதிதிராவிடர் குடியிருப்பு கிளை: [455, 764, 731, 777]
- role-label: அமைப்பாளர் :: [72, 1353, 149, 1364]
- role-label: அமைப்பாளர் :: [787, 208, 855, 220]
- appointee-details: (1) ரா.நவீன் பிரசாத், 1664, கோயில் தெரு, வஞ்சிபுரம், கணியூர். (2) குஷிபிராம், 1893, வஞ்சிபுரம், கணியூர். (3) மகுடீப்பசாமி, 1893, வஞ்சிபுரம், கணியூர்.: [787, 407, 1118, 450]
- appointment-paragraph: [787, 1208, 1118, 1239]
- appointee-details: துபுநீதாத், 1946, வெங்கிட்டாபுரம், துங்காவி.: [855, 485, 1055, 496]
- role-label: துணை அமைப்பாளர்கள் :: [1140, 1484, 1263, 1495]
